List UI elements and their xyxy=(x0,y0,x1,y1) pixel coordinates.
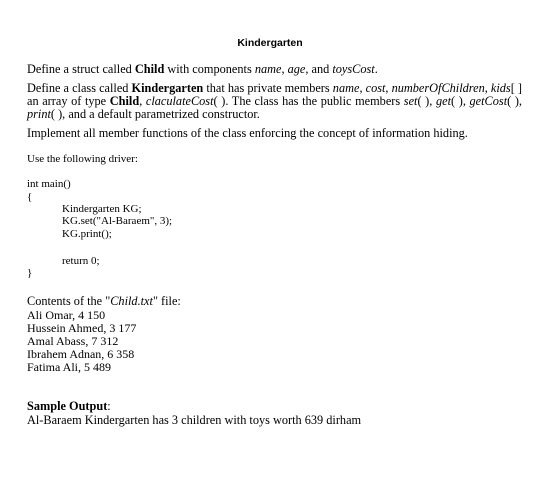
implementation-paragraph: Implement all member functions of the class enforcing the concept of information hiding. xyxy=(27,126,468,140)
file-line: Amal Abass, 7 312 xyxy=(27,334,119,348)
file-line: Ibrahem Adnan, 6 358 xyxy=(27,347,135,361)
file-line: Ali Omar, 4 150 xyxy=(27,308,106,322)
code-line: } xyxy=(27,267,33,279)
code-line: Kindergarten KG; xyxy=(62,203,142,215)
page-title: Kindergarten xyxy=(237,37,303,49)
code-line: KG.set("Al-Baraem", 3); xyxy=(62,215,173,227)
file-line: Hussein Ahmed, 3 177 xyxy=(27,321,137,335)
class-definition-paragraph: Define a class called Kindergarten that has private members name, cost, numberOfChildren, kids[ ] an array of type Child, claculateCost( ). The class has the public members set( ), get( ), getCost( ), print( ), and a default parametrized constructor. xyxy=(27,81,522,122)
file-contents-heading: Contents of the "Child.txt" file: xyxy=(27,294,181,308)
code-line: KG.print(); xyxy=(62,228,112,240)
code-line: int main() xyxy=(27,178,71,190)
code-line: { xyxy=(27,191,33,203)
file-line: Fatima Ali, 5 489 xyxy=(27,360,111,374)
driver-intro: Use the following driver: xyxy=(27,153,138,165)
sample-output-text: Al-Baraem Kindergarten has 3 children with toys worth 639 dirham xyxy=(27,413,362,427)
code-line: return 0; xyxy=(62,255,100,267)
sample-output-label: Sample Output: xyxy=(27,399,111,413)
struct-definition-paragraph: Define a struct called Child with components name, age, and toysCost. xyxy=(27,62,378,76)
